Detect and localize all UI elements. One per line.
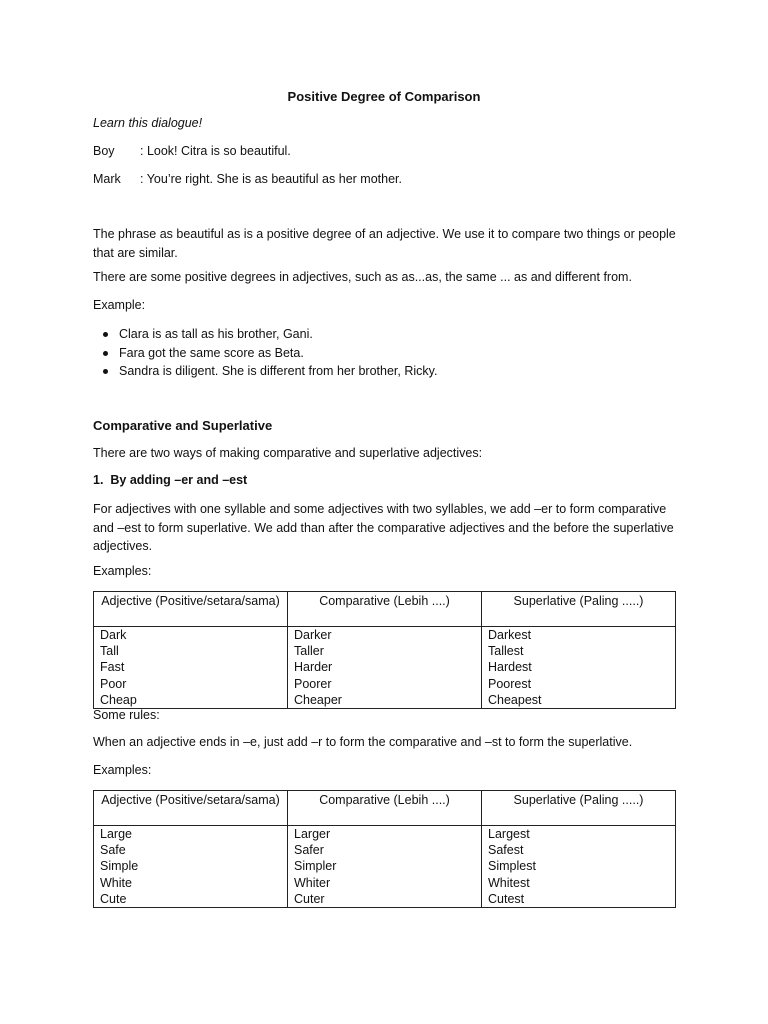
column-header-superlative: Superlative (Paling .....): [482, 592, 676, 627]
cell-value: Cutest: [488, 891, 525, 906]
column-header-comparative: Comparative (Lebih ....): [288, 791, 482, 826]
cell-value: Poor: [100, 676, 127, 691]
list-item: [93, 325, 437, 344]
example-label: Example:: [93, 298, 146, 312]
examples-label: Examples:: [93, 564, 152, 578]
rule-paragraph: When an adjective ends in –e, just add –r to form the comparative and –st to form the superlative.: [93, 735, 633, 749]
comparison-table-2: [93, 790, 676, 908]
page-title: Positive Degree of Comparison: [287, 89, 481, 104]
speaker-name: Boy: [93, 144, 115, 158]
method-heading: 1. By adding –er and –est: [93, 473, 248, 487]
bullet-icon: [103, 369, 108, 374]
cell-value: Tallest: [488, 644, 524, 659]
comparative-cell: [288, 826, 482, 908]
cell-value: Safe: [100, 843, 126, 858]
column-header-adjective: Adjective (Positive/setara/sama): [94, 592, 288, 627]
bullet-icon: [103, 332, 108, 337]
example-list: [93, 325, 437, 381]
cell-value: Taller: [294, 644, 324, 659]
list-item-text: Fara got the same score as Beta.: [119, 345, 304, 360]
cell-value: Simplest: [488, 859, 536, 874]
dialogue-line-mark: [93, 172, 402, 186]
speaker-name: Mark: [93, 172, 121, 186]
cell-value: Hardest: [488, 660, 532, 675]
cell-value: Largest: [488, 827, 530, 841]
superlative-cell: [482, 826, 676, 908]
cell-value: Simple: [100, 859, 139, 874]
table-row: [94, 627, 676, 709]
cell-value: Darker: [294, 628, 332, 642]
superlative-cell: [482, 627, 676, 709]
cell-value: Larger: [294, 827, 331, 841]
cell-value: Cheap: [100, 692, 137, 707]
column-header-comparative: Comparative (Lebih ....): [288, 592, 482, 627]
table-row: [94, 826, 676, 908]
cell-value: Fast: [100, 660, 125, 675]
cell-value: Darkest: [488, 628, 532, 642]
cell-value: Whitest: [488, 875, 530, 890]
cell-value: Cute: [100, 891, 127, 906]
cell-value: Cheaper: [294, 692, 342, 707]
bullet-icon: [103, 351, 108, 356]
adjective-cell: [94, 826, 288, 908]
table-header-row: [94, 791, 676, 826]
cell-value: Harder: [294, 660, 333, 675]
dialogue-line-boy: [93, 144, 291, 158]
cell-value: Safer: [294, 843, 324, 858]
column-header-superlative: Superlative (Paling .....): [482, 791, 676, 826]
comparative-cell: [288, 627, 482, 709]
column-header-adjective: Adjective (Positive/setara/sama): [94, 791, 288, 826]
dialogue-intro: Learn this dialogue!: [93, 116, 203, 130]
comparison-table-1: [93, 591, 676, 709]
cell-value: Poorer: [294, 676, 332, 691]
cell-value: White: [100, 875, 132, 890]
positive-types-paragraph: There are some positive degrees in adjectives, such as as...as, the same ... as and different from.: [93, 270, 632, 284]
method-paragraph: For adjectives with one syllable and some adjectives with two syllables, we add –er to form comparative and –est to form superlative. We add than after the comparative adjectives and the before the superlative adjectives.: [93, 502, 674, 553]
section-heading: Comparative and Superlative: [93, 418, 273, 433]
list-item-text: Clara is as tall as his brother, Gani.: [119, 327, 313, 341]
section-intro: There are two ways of making comparative and superlative adjectives:: [93, 446, 483, 460]
rules-label: Some rules:: [93, 708, 160, 722]
dialogue-text: : You’re right. She is as beautiful as her mother.: [140, 172, 402, 186]
list-item-text: Sandra is diligent. She is different from her brother, Ricky.: [119, 364, 438, 378]
list-item: [93, 362, 437, 381]
list-item: [93, 344, 437, 363]
explanation-paragraph: The phrase as beautiful as is a positive degree of an adjective. We use it to compare two things or people that are similar.: [93, 227, 676, 260]
cell-value: Tall: [100, 644, 119, 659]
table-header-row: [94, 592, 676, 627]
dialogue-text: : Look! Citra is so beautiful.: [140, 144, 291, 158]
cell-value: Cheapest: [488, 692, 542, 707]
cell-value: Dark: [100, 628, 127, 642]
cell-value: Large: [100, 827, 132, 841]
cell-value: Safest: [488, 843, 524, 858]
adjective-cell: [94, 627, 288, 709]
examples-label-2: Examples:: [93, 763, 152, 777]
cell-value: Cuter: [294, 891, 325, 906]
cell-value: Poorest: [488, 676, 532, 691]
cell-value: Whiter: [294, 875, 331, 890]
cell-value: Simpler: [294, 859, 337, 874]
